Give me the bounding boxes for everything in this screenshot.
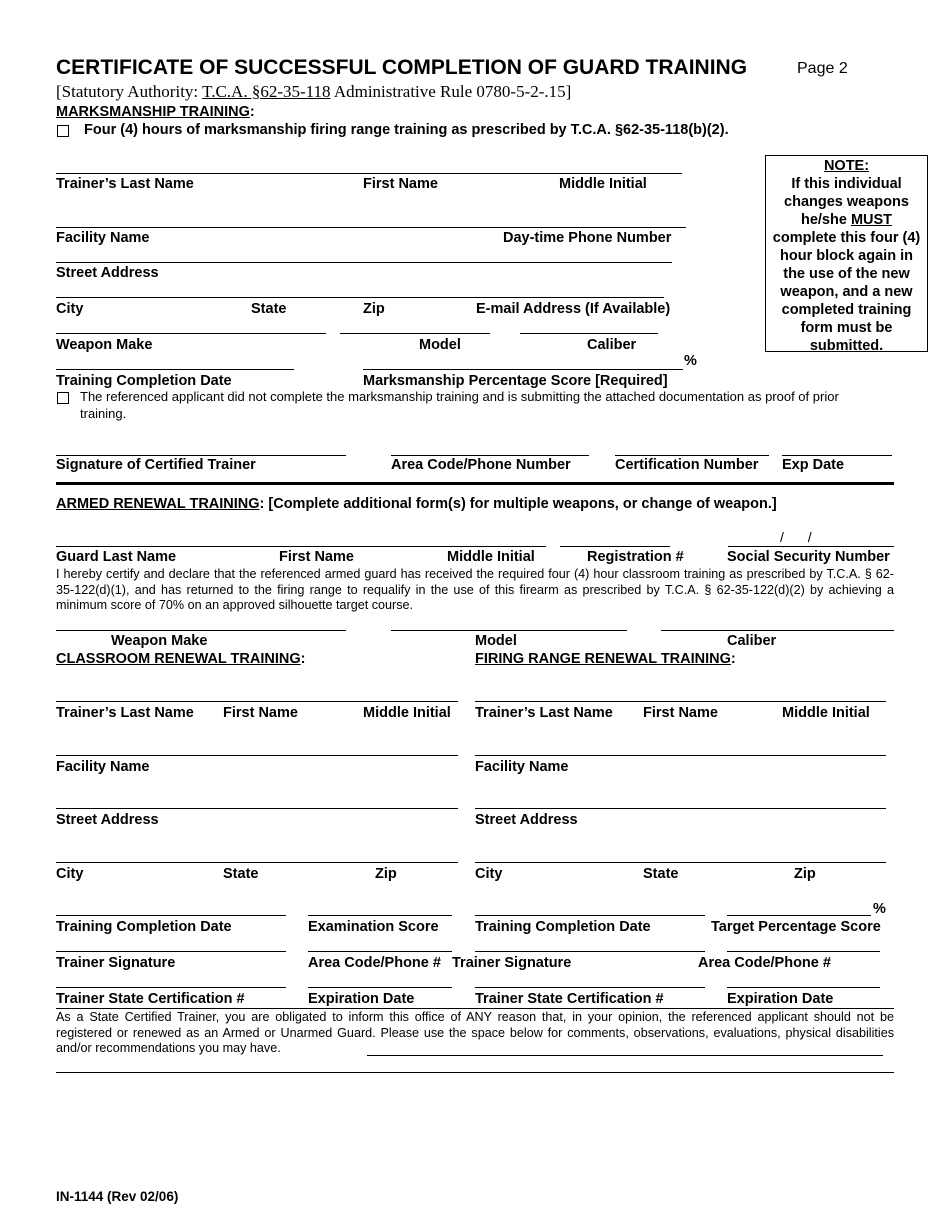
firing-signature-label: Trainer Signature: [452, 955, 572, 971]
marksmanship-heading: MARKSMANSHIP TRAINING:: [56, 104, 255, 120]
page-number: Page 2: [797, 60, 848, 77]
comments-line-1[interactable]: [367, 1055, 883, 1056]
firing-phone-label: Area Code/Phone #: [698, 955, 831, 971]
firing-range-heading: FIRING RANGE RENEWAL TRAINING:: [475, 651, 736, 667]
trainer-obligation-statement: As a State Certified Trainer, you are obligated to inform this office of ANY reason that, in your opinion, the referenced applicant should not be registered or renewed as an Armed or Unarmed Guard. Please use the space below for comments, observations, evaluations, physical disabilities and/or recommendations you may have.: [56, 1010, 894, 1055]
firing-middle-initial-label: Middle Initial: [782, 705, 870, 721]
ssn-slashes: / /: [780, 529, 812, 545]
classroom-city-label: City: [56, 866, 84, 882]
target-score-label: Target Percentage Score: [711, 919, 881, 935]
trainer-signature-line[interactable]: [56, 455, 346, 456]
firing-street-label: Street Address: [475, 812, 578, 828]
classroom-signature-label: Trainer Signature: [56, 955, 176, 971]
firing-city-line[interactable]: [475, 862, 886, 863]
target-score-line[interactable]: [727, 915, 871, 916]
firing-signature-line[interactable]: [475, 951, 705, 952]
note-line: If this individual: [791, 176, 902, 192]
caliber-line[interactable]: [520, 333, 658, 334]
score-line[interactable]: [363, 369, 683, 370]
email-label: E-mail Address (If Available): [476, 301, 671, 317]
classroom-city-line[interactable]: [56, 862, 458, 863]
exp-date-line[interactable]: [782, 455, 892, 456]
phone-line[interactable]: [391, 455, 589, 456]
facility-name-label: Facility Name: [56, 230, 150, 246]
firing-completion-date-label: Training Completion Date: [475, 919, 651, 935]
certification-statement: I hereby certify and declare that the referenced armed guard has received the required four (4) hour classroom training as prescribed by T.C.A. § 62-35-122(d)(1), and has returned to the firing range to requalify in the use of this firearm as prescribed by T.C.A. § 62-35-122(d)(2) by achieving a minimum score of 70% on an approved silhouette target course.: [56, 567, 894, 612]
firing-street-line[interactable]: [475, 808, 886, 809]
firing-date-line[interactable]: [475, 915, 705, 916]
alt-documentation-text: The referenced applicant did not complete the marksmanship training and is submitting the attached documentation as proof of prior: [80, 389, 839, 404]
classroom-middle-initial-label: Middle Initial: [363, 705, 451, 721]
armed-renewal-heading: ARMED RENEWAL TRAINING: [Complete additional form(s) for multiple weapons, or change of weapon.]: [56, 496, 777, 512]
caliber-label: Caliber: [587, 337, 637, 353]
classroom-trainer-last-label: Trainer’s Last Name: [56, 705, 194, 721]
trainer-last-name-label: Trainer’s Last Name: [56, 176, 194, 192]
statute-link[interactable]: T.C.A. §62-35-118: [202, 82, 331, 101]
note-line: hour block again in: [780, 248, 913, 264]
note-line: completed training: [781, 302, 912, 318]
cert-number-line[interactable]: [615, 455, 769, 456]
form-title: CERTIFICATE OF SUCCESSFUL COMPLETION OF GUARD TRAINING: [56, 56, 748, 79]
exam-score-label: Examination Score: [308, 919, 439, 935]
day-phone-label: Day-time Phone Number: [503, 230, 672, 246]
alt-documentation-checkbox[interactable]: [57, 392, 69, 404]
street-address-label: Street Address: [56, 265, 159, 281]
firing-state-label: State: [643, 866, 679, 882]
classroom-signature-line[interactable]: [56, 951, 286, 952]
state-label: State: [251, 301, 287, 317]
completion-date-line[interactable]: [56, 369, 294, 370]
zip-label: Zip: [363, 301, 385, 317]
guard-middle-initial-label: Middle Initial: [447, 549, 535, 565]
classroom-completion-date-label: Training Completion Date: [56, 919, 232, 935]
footer-divider: [56, 1008, 894, 1009]
trainer-name-line[interactable]: [56, 173, 682, 174]
classroom-state-label: State: [223, 866, 259, 882]
armed-caliber-line[interactable]: [661, 630, 894, 631]
target-percent-sign: %: [873, 901, 886, 917]
classroom-zip-label: Zip: [375, 866, 397, 882]
note-box: [765, 155, 928, 352]
note-line: the use of the new: [783, 266, 910, 282]
firing-first-name-label: First Name: [643, 705, 718, 721]
marksmanship-checkbox[interactable]: [57, 125, 69, 137]
classroom-facility-label: Facility Name: [56, 759, 150, 775]
percent-sign: %: [684, 353, 697, 369]
facility-line[interactable]: [56, 227, 686, 228]
middle-initial-label: Middle Initial: [559, 176, 647, 192]
street-line[interactable]: [56, 262, 672, 263]
firing-facility-line[interactable]: [475, 755, 886, 756]
registration-label: Registration #: [587, 549, 684, 565]
armed-weapon-line[interactable]: [56, 630, 346, 631]
note-line: complete this four (4): [772, 230, 921, 246]
firing-trainer-last-label: Trainer’s Last Name: [475, 705, 613, 721]
city-label: City: [56, 301, 84, 317]
firing-facility-label: Facility Name: [475, 759, 569, 775]
classroom-phone-line[interactable]: [308, 951, 452, 952]
note-line: weapon, and a new: [780, 284, 913, 300]
weapon-make-label: Weapon Make: [56, 337, 153, 353]
firing-trainer-line[interactable]: [475, 701, 886, 702]
armed-weapon-make-label: Weapon Make: [111, 633, 208, 649]
exp-date-label: Exp Date: [782, 457, 845, 473]
armed-model-line[interactable]: [391, 630, 627, 631]
classroom-expiration-label: Expiration Date: [308, 991, 415, 1007]
firing-cert-label: Trainer State Certification #: [475, 991, 664, 1007]
guard-name-line[interactable]: [56, 546, 546, 547]
firing-expiration-line[interactable]: [727, 987, 880, 988]
registration-line[interactable]: [560, 546, 670, 547]
classroom-phone-label: Area Code/Phone #: [308, 955, 441, 971]
classroom-street-line[interactable]: [56, 808, 458, 809]
armed-model-label: Model: [475, 633, 517, 649]
note-line: form must be: [800, 320, 893, 336]
classroom-facility-line[interactable]: [56, 755, 458, 756]
ssn-line[interactable]: [728, 546, 894, 547]
note-line: he/she MUST: [800, 212, 893, 228]
classroom-expiration-line[interactable]: [308, 987, 452, 988]
comments-line-2[interactable]: [56, 1072, 894, 1073]
classroom-cert-line[interactable]: [56, 987, 286, 988]
firing-phone-line[interactable]: [727, 951, 880, 952]
guard-last-name-label: Guard Last Name: [56, 549, 177, 565]
classroom-cert-label: Trainer State Certification #: [56, 991, 245, 1007]
weapon-make-line[interactable]: [56, 333, 326, 334]
alt-documentation-text-cont: training.: [80, 406, 127, 421]
model-line[interactable]: [340, 333, 490, 334]
firing-zip-label: Zip: [794, 866, 816, 882]
model-label: Model: [419, 337, 461, 353]
section-divider: [56, 482, 894, 485]
classroom-trainer-line[interactable]: [56, 701, 458, 702]
signature-label: Signature of Certified Trainer: [56, 457, 256, 473]
classroom-date-line[interactable]: [56, 915, 286, 916]
exam-score-line[interactable]: [308, 915, 452, 916]
classroom-street-label: Street Address: [56, 812, 159, 828]
firing-expiration-label: Expiration Date: [727, 991, 834, 1007]
cert-number-label: Certification Number: [615, 457, 759, 473]
note-title: NOTE:: [823, 158, 870, 174]
guard-first-name-label: First Name: [279, 549, 354, 565]
first-name-label: First Name: [363, 176, 438, 192]
statutory-authority: [Statutory Authority: T.C.A. §62-35-118 Administrative Rule 0780-5-2-.15]: [56, 82, 572, 101]
ssn-label: Social Security Number: [727, 549, 890, 565]
city-line[interactable]: [56, 297, 664, 298]
score-label: Marksmanship Percentage Score [Required]: [363, 373, 668, 389]
armed-caliber-label: Caliber: [727, 633, 777, 649]
classroom-heading: CLASSROOM RENEWAL TRAINING:: [56, 651, 306, 667]
phone-label: Area Code/Phone Number: [391, 457, 571, 473]
firing-cert-line[interactable]: [475, 987, 705, 988]
form-id: IN-1144 (Rev 02/06): [56, 1189, 179, 1204]
classroom-first-name-label: First Name: [223, 705, 298, 721]
firing-city-label: City: [475, 866, 503, 882]
note-line: submitted.: [809, 338, 884, 354]
note-line: changes weapons: [784, 194, 909, 210]
completion-date-label: Training Completion Date: [56, 373, 232, 389]
marksmanship-requirement: Four (4) hours of marksmanship firing range training as prescribed by T.C.A. §62-35-118(b)(2).: [84, 122, 729, 138]
